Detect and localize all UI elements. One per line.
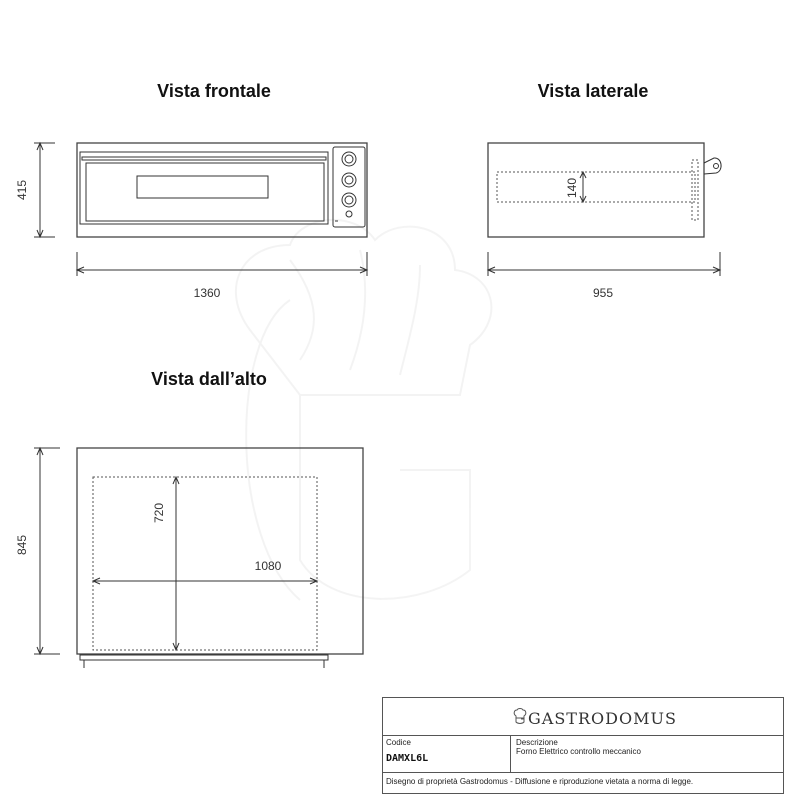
top-inner-depth-dimension: [173, 477, 179, 650]
top-depth-label: 845: [15, 534, 29, 556]
ownership-notice: Disegno di proprietà Gastrodomus - Diffusione e riproduzione vietata a norma di legge.: [386, 777, 694, 786]
title-block-brand-row: [383, 698, 783, 736]
side-inner-label: 140: [565, 177, 579, 199]
front-width-label: 1360: [193, 286, 221, 300]
code-label: Codice: [386, 738, 411, 747]
side-depth-dimension: [488, 252, 720, 276]
side-depth-label: 955: [592, 286, 614, 300]
code-cell: [383, 736, 511, 772]
title-block-info-row: [383, 736, 783, 773]
brand-logo-icon: [513, 707, 527, 725]
front-view-title: Vista frontale: [157, 81, 271, 101]
front-height-dimension: [34, 143, 55, 237]
chef-hat-watermark-icon: [236, 220, 491, 600]
side-view-title: Vista laterale: [537, 81, 649, 101]
description-value: Forno Elettrico controllo meccanico: [516, 747, 641, 756]
top-inner-width-label: 1080: [254, 559, 282, 573]
brand-name: GASTRODOMUS: [528, 709, 677, 728]
side-view-oven: [488, 143, 721, 237]
title-block: [382, 697, 784, 794]
front-view-oven: [77, 143, 367, 237]
front-width-dimension: [77, 252, 367, 276]
top-depth-dimension: [34, 448, 60, 654]
description-cell: [511, 736, 783, 772]
front-height-label: 415: [15, 179, 29, 201]
description-label: Descrizione: [516, 738, 558, 747]
side-inner-dimension: [580, 172, 586, 202]
top-inner-depth-label: 720: [152, 502, 166, 524]
top-view-title: Vista dall’alto: [151, 369, 267, 389]
top-view-oven: [77, 448, 363, 668]
code-value: DAMXL6L: [386, 753, 429, 764]
